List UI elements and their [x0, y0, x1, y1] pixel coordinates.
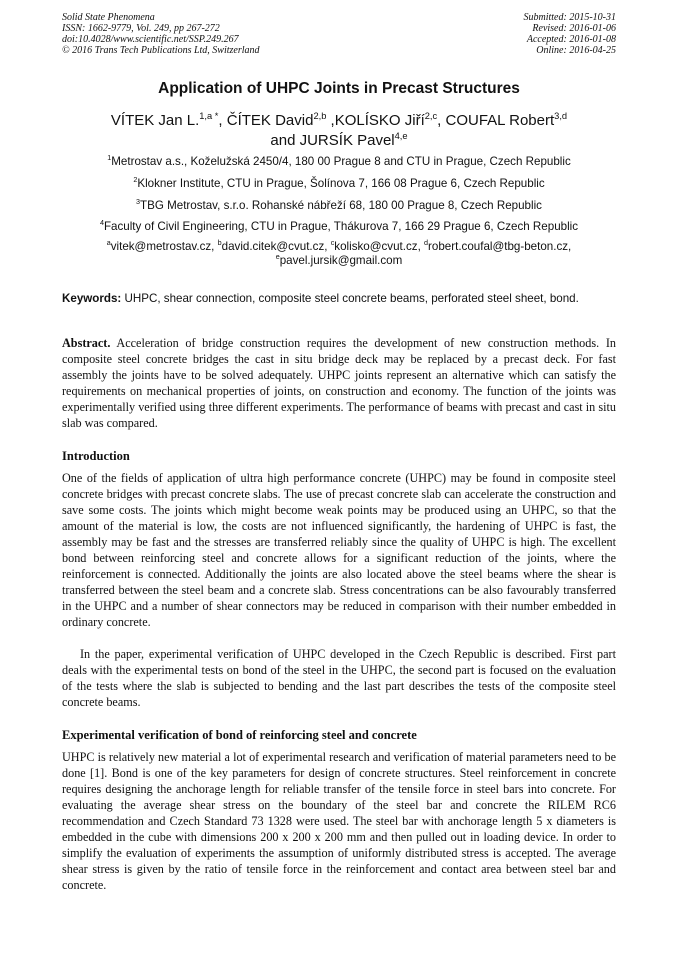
journal-name: Solid State Phenomena — [62, 12, 155, 23]
email: david.citek@cvut.cz, — [221, 240, 331, 253]
author-line-1 — [40, 111, 638, 131]
affiliation-sup: 4 — [99, 218, 104, 228]
abstract-text: Acceleration of bridge construction requires the development of new construction methods. In composite steel concrete bridges the cast in situ bridge deck may be replaced by a precast deck. For fast assembly the joints have to be solved adequately. UHPC joints represent an alternative which can satisfy the requirements on mechanical properties of joints, on construction and economy. The function of the joints was experimentally verified using three different experiments. The performance of beams with precast and cast in situ slab was compared. — [62, 336, 616, 430]
affiliation-sup: 2 — [133, 175, 138, 185]
affiliation-sup: 3 — [136, 197, 141, 207]
revised-date: Revised: 2016-01-06 — [532, 23, 616, 34]
online-date: Online: 2016-04-25 — [536, 45, 616, 56]
email-sup: b — [217, 238, 222, 248]
paragraph: In the paper, experimental verification of UHPC developed in the Czech Republic is described. First part deals with the experimental tests on bond of the steel in the UHPC, the second part is focused on the evaluation of the tests where the slab is subjected to bending and the last part describes the tests of the composite steel concrete beams. — [62, 647, 616, 709]
paragraph: One of the fields of application of ultra high performance concrete (UHPC) may be found in composite steel concrete bridges with precast concrete slabs. The use of precast concrete slab can accelerate the construction and save some costs. The joints which might become weak points may be produced using an UHPC, so that the amount of the material is low, the costs are not influenced significantly, the hardening of UHPC is fast, the assembly may be fast and the stresses are transferred reliably since the quality of UHPC is high. The excellent bond between reinforcing steel and concrete allows for a significant reduction of the joints, where the reinforcement is connected. Additionally the joints are also located above the steel beams where the shear is transferred between the steel beam and a concrete slab. Stress concentrations can be also favourably transferred in the UHPC and a number of shear connectors may be reduced in comparison with their number embedded in ordinary concrete. — [62, 471, 616, 629]
publication-dates — [524, 12, 617, 56]
author: KOLÍSKO Jiří — [334, 112, 425, 129]
affiliation-1 — [30, 155, 648, 169]
author-sup: 2,b — [313, 111, 327, 121]
affiliation-4 — [30, 220, 648, 234]
author: and JURSÍK Pavel — [270, 132, 395, 149]
affiliation-text: TBG Metrostav, s.r.o. Rohanské nábřeží 68, 180 00 Prague 8, Czech Republic — [140, 199, 542, 212]
section-heading: Introduction — [62, 449, 130, 463]
paper-title: Application of UHPC Joints in Precast Structures — [158, 80, 520, 97]
affiliation-2 — [30, 177, 648, 191]
author-line-2 — [40, 131, 638, 151]
email-line-1 — [40, 240, 638, 254]
journal-info — [62, 12, 260, 56]
accepted-date: Accepted: 2016-01-08 — [526, 34, 616, 45]
submitted-date: Submitted: 2015-10-31 — [523, 12, 616, 23]
abstract — [62, 335, 616, 431]
email-sup: e — [275, 252, 280, 262]
author-sup: 1,a * — [199, 111, 219, 121]
abstract-label: Abstract. — [62, 336, 111, 350]
author-list — [40, 111, 638, 151]
email: robert.coufal@tbg-beton.cz, — [428, 240, 572, 253]
author-sup: 2,c — [424, 111, 438, 121]
doi: doi:10.4028/www.scientific.net/SSP.249.267 — [62, 34, 239, 45]
email-sup: a — [106, 238, 111, 248]
email: vitek@metrostav.cz, — [110, 240, 218, 253]
author-sup: 3,d — [554, 111, 568, 121]
email: pavel.jursik@gmail.com — [279, 254, 403, 267]
author-sup: 4,e — [394, 131, 408, 141]
keywords — [62, 291, 616, 306]
affiliation-text: Metrostav a.s., Koželužská 2450/4, 180 00 Prague 8 and CTU in Prague, Czech Republic — [111, 155, 571, 168]
affiliation-text: Faculty of Civil Engineering, CTU in Prague, Thákurova 7, 166 29 Prague 6, Czech Republic — [103, 220, 579, 233]
author: COUFAL Robert — [445, 112, 555, 129]
email-sup: c — [330, 238, 335, 248]
author-sep: , — [437, 112, 446, 129]
email-list — [40, 240, 638, 268]
keywords-text: UHPC, shear connection, composite steel concrete beams, perforated steel sheet, bond. — [121, 292, 579, 305]
email-sup: d — [424, 238, 429, 248]
author-sep: , — [326, 112, 335, 129]
email: kolisko@cvut.cz, — [334, 240, 425, 253]
author: VÍTEK Jan L. — [110, 112, 200, 129]
paragraph: UHPC is relatively new material a lot of experimental research and verification of material parameters need to be done [1]. Bond is one of the key parameters for design of concrete structures. Steel reinforcement in concrete requires designing the anchorage length for reliable transfer of the tensile force in steel bars into concrete. For evaluating the average shear stress on the boundary of the steel bar and concrete the RILEM RC6 recommendation and Czech Standard 73 1328 were used. The steel bar with anchorage length 5 x diameters is embedded in the cube with dimensions 200 x 200 x 200 mm and then pulled out in loading device. In order to simplify the evaluation of experiments the assumption of uniformly distributed stress is accepted. The average shear stress is given by the ratio of tensile force in the reinforcement and contact area between steel bar and concrete. — [62, 750, 616, 892]
email-line-2 — [40, 254, 638, 268]
author: ČÍTEK David — [226, 112, 314, 129]
issn: ISSN: 1662-9779, Vol. 249, pp 267-272 — [62, 23, 220, 34]
copyright: © 2016 Trans Tech Publications Ltd, Switzerland — [62, 45, 260, 56]
affiliation-sup: 1 — [107, 153, 112, 163]
keywords-label: Keywords: — [62, 292, 122, 305]
author-sep: , — [218, 112, 227, 129]
section-heading: Experimental verification of bond of reinforcing steel and concrete — [62, 728, 417, 742]
affiliation-text: Klokner Institute, CTU in Prague, Šolínova 7, 166 08 Prague 6, Czech Republic — [137, 177, 545, 190]
affiliation-3 — [30, 199, 648, 213]
